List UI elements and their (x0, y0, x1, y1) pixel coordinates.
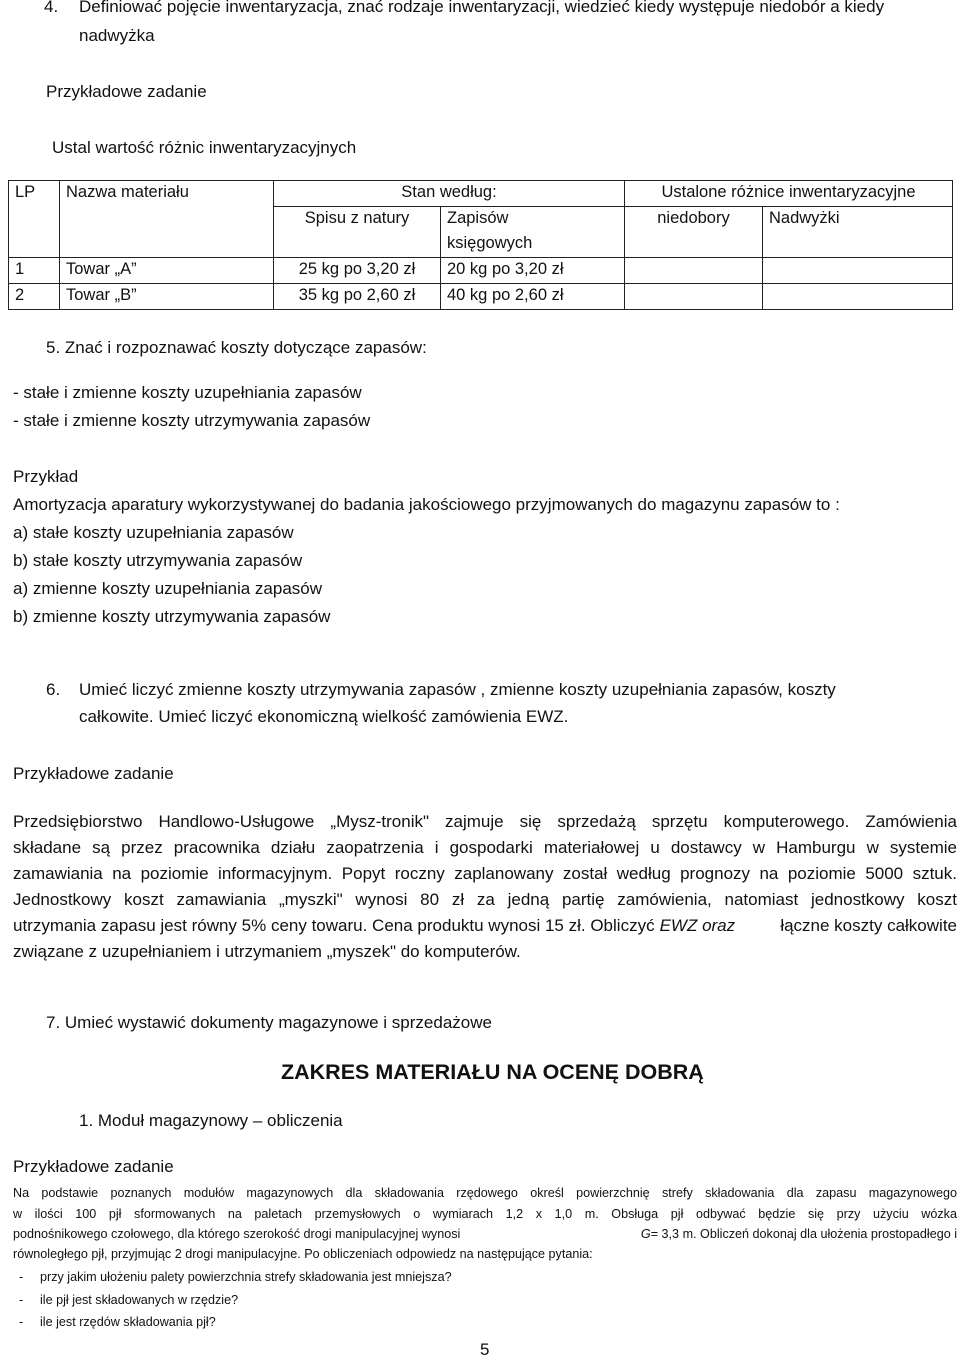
header-spis: Spisu z natury (274, 207, 441, 233)
answer-option: a) stałe koszty uzupełniania zapasów (13, 523, 294, 542)
page-number: 5 (480, 1340, 490, 1359)
task-text-italic: EWZ oraz (659, 916, 736, 935)
inventory-table (8, 180, 953, 310)
header-zap: Zapisów (441, 207, 625, 233)
section-5-bullet-2: - stałe i zmienne koszty utrzymywania zapasów (13, 411, 371, 430)
header-lp: LP (9, 181, 60, 258)
task-paragraph-line: Jednostkowy koszt zamawiania „myszki" wynosi 80 zł za jedną partię zamówienia, natomiast jednostkowy koszt (13, 890, 957, 909)
row-zap: 40 kg po 2,60 zł (441, 284, 625, 310)
section-5-bullet-1: - stałe i zmienne koszty uzupełniania zapasów (13, 383, 362, 402)
example-2-line: Na podstawie poznanych modułów magazynowych dla składowania rzędowego określ powierzchnię strefy składowania dla zapasu magazynowego (13, 1186, 957, 1200)
task-paragraph-line (13, 915, 957, 937)
header-state: Stan według: (274, 181, 625, 207)
header-name: Nazwa materiału (60, 181, 274, 258)
header-diff: Ustalone różnice inwentaryzacyjne (625, 181, 953, 207)
section-6-line1: Umieć liczyć zmienne koszty utrzymywania zapasów , zmienne koszty uzupełniania zapasów, koszty (79, 680, 836, 699)
section-6-number: 6. (46, 680, 61, 699)
question-dash: - (19, 1315, 24, 1329)
question-dash: - (19, 1270, 24, 1284)
section-5-question: Amortyzacja aparatury wykorzystywanej do badania jakościowego przyjmowanych do magazynu zapasów to : (13, 495, 840, 514)
task-text: utrzymania zapasu jest równy 5% ceny towaru. Cena produktu wynosi 15 zł. Obliczyć (13, 916, 655, 935)
module-heading: 1. Moduł magazynowy – obliczenia (79, 1111, 343, 1130)
example-2-label: Przykładowe zadanie (13, 1157, 174, 1176)
question-item: ile jest rzędów składowania pjł? (40, 1315, 216, 1329)
task-paragraph-line: Przedsiębiorstwo Handlowo-Usługowe „Mysz-tronik" zajmuje się sprzedażą sprzętu komputerowego. Zamówienia (13, 812, 957, 831)
row-name: Towar „B” (60, 284, 274, 310)
section-4-task: Ustal wartość różnic inwentaryzacyjnych (52, 138, 357, 157)
header-spis-cont (274, 232, 441, 258)
header-niedobory: niedobory (625, 207, 763, 258)
header-nadwyzki: Nadwyżki (763, 207, 953, 258)
task-paragraph-line: związane z uzupełnianiem i utrzymaniem „myszek" do komputerów. (13, 942, 521, 961)
task-text: łączne koszty całkowite (780, 916, 957, 935)
row-nied (625, 284, 763, 310)
task-paragraph-line: zamawiania na poziomie informacyjnym. Popyt roczny zaplanowany został według prognozy na poziomie 5000 sztuk. (13, 864, 957, 883)
question-item: przy jakim ułożeniu palety powierzchnia strefy składowania jest mniejsza? (40, 1270, 452, 1284)
answer-option: b) zmienne koszty utrzymywania zapasów (13, 607, 331, 626)
example-2-text: podnośnikowego czołowego, dla którego szerokość drogi manipulacyjnej wynosi (13, 1227, 461, 1241)
section-4-line1: Definiować pojęcie inwentaryzacja, znać rodzaje inwentaryzacji, wiedzieć kiedy występuje niedobór a kiedy (79, 0, 885, 16)
row-nadw (763, 284, 953, 310)
example-2-line: równoległego pjł, przyjmując 2 drogi manipulacyjne. Po obliczeniach odpowiedz na następujące pytania: (13, 1247, 593, 1261)
section-6-example-label: Przykładowe zadanie (13, 764, 174, 783)
row-spis: 35 kg po 2,60 zł (274, 284, 441, 310)
example-2-text: = 3,3 m. Obliczeń dokonaj dla ułożenia prostopadłego i (650, 1227, 957, 1241)
section-7-heading: 7. Umieć wystawić dokumenty magazynowe i sprzedażowe (46, 1013, 492, 1032)
section-5-example-label: Przykład (13, 467, 79, 486)
table-row (9, 284, 953, 310)
section-5-heading: 5. Znać i rozpoznawać koszty dotyczące zapasów: (46, 338, 427, 357)
section-4-line2: nadwyżka (79, 26, 155, 45)
answer-option: a) zmienne koszty uzupełniania zapasów (13, 579, 323, 598)
row-nadw (763, 258, 953, 284)
row-name: Towar „A” (60, 258, 274, 284)
section-6-line2: całkowite. Umieć liczyć ekonomiczną wielkość zamówienia EWZ. (79, 707, 569, 726)
page-title: ZAKRES MATERIAŁU NA OCENĘ DOBRĄ (281, 1060, 704, 1084)
task-paragraph-line: składane są przez pracownika działu zaopatrzenia i gospodarki materiałowej u dostawcy w Hamburgu w systemie (13, 838, 957, 857)
row-zap: 20 kg po 3,20 zł (441, 258, 625, 284)
example-2-italic: G (640, 1227, 651, 1241)
example-2-line (13, 1226, 957, 1242)
example-2-line: w ilości 100 pjł sformowanych na paletach przemysłowych o wymiarach 1,2 x 1,0 m. Obsługa pjł odbywać będzie się przy użyciu wózka (13, 1207, 957, 1221)
row-lp: 2 (9, 284, 60, 310)
row-spis: 25 kg po 3,20 zł (274, 258, 441, 284)
header-zap-cont: księgowych (441, 232, 625, 258)
question-dash: - (19, 1293, 24, 1307)
answer-option: b) stałe koszty utrzymywania zapasów (13, 551, 303, 570)
question-item: ile pjł jest składowanych w rzędzie? (40, 1293, 239, 1307)
table-row (9, 258, 953, 284)
row-nied (625, 258, 763, 284)
section-4-example-label: Przykładowe zadanie (46, 82, 207, 101)
row-lp: 1 (9, 258, 60, 284)
section-4-number: 4. (44, 0, 59, 16)
table-header-row (9, 181, 953, 207)
